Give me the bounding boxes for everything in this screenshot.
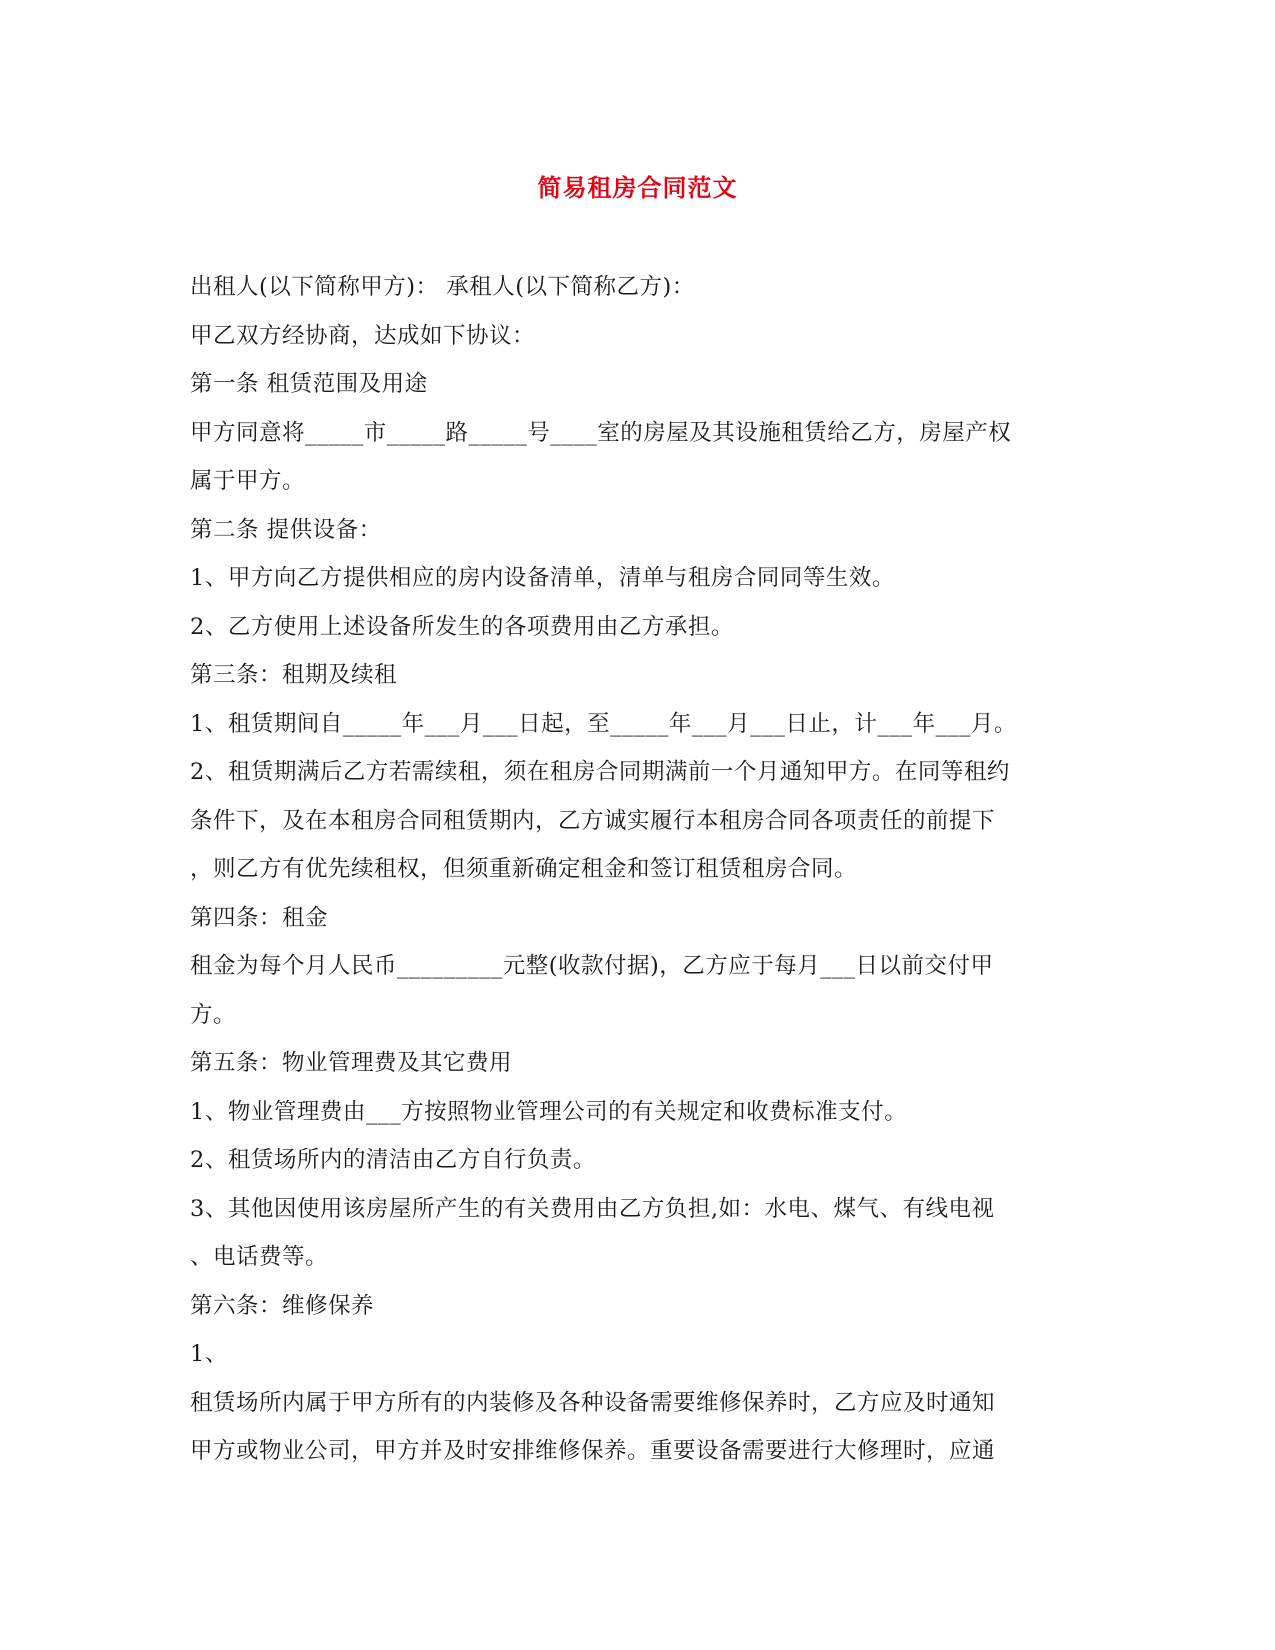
paragraph-line: 2、租赁场所内的清洁由乙方自行负责。 <box>190 1147 596 1173</box>
paragraph-line: 3、其他因使用该房屋所产生的有关费用由乙方负担,如：水电、煤气、有线电视 <box>190 1195 995 1222</box>
paragraph-line: 、电话费等。 <box>190 1244 329 1270</box>
paragraph-line: 租金为每个月人民币_________元整(收款付据)，乙方应于每月___日以前交付甲 <box>190 953 994 979</box>
paragraph-line: 1、 <box>190 1341 228 1367</box>
paragraph-line: 租赁场所内属于甲方所有的内装修及各种设备需要维修保养时，乙方应及时通知 <box>190 1389 996 1416</box>
paragraph-line: 1、租赁期间自_____年___月___日起，至_____年___月___日止，计___年___月。 <box>190 710 1017 737</box>
paragraph-line: 出租人(以下简称甲方)： 承租人(以下简称乙方)： <box>190 274 695 300</box>
paragraph-line: 甲乙双方经协商，达成如下协议： <box>190 322 536 349</box>
paragraph-line: 甲方同意将_____市_____路_____号____室的房屋及其设施租赁给乙方，房屋产权 <box>190 419 1012 446</box>
document-title: 简易租房合同范文 <box>537 173 738 202</box>
paragraph-line: 甲方或物业公司，甲方并及时安排维修保养。重要设备需要进行大修理时，应通 <box>190 1438 996 1464</box>
paragraph-line: 条件下，及在本租房合同租赁期内，乙方诚实履行本租房合同各项责任的前提下 <box>190 807 996 834</box>
paragraph-line: 2、租赁期满后乙方若需续租，须在租房合同期满前一个月通知甲方。在同等租约 <box>190 759 1010 785</box>
paragraph-line: 方。 <box>190 1001 237 1028</box>
paragraph-line: ，则乙方有优先续租权，但须重新确定租金和签订租赁租房合同。 <box>190 856 858 882</box>
paragraph-line: 1、甲方向乙方提供相应的房内设备清单，清单与租房合同同等生效。 <box>190 565 895 591</box>
section-heading: 第五条：物业管理费及其它费用 <box>190 1050 513 1076</box>
section-heading: 第三条：租期及续租 <box>190 662 398 688</box>
section-heading: 第一条 租赁范围及用途 <box>190 371 428 397</box>
section-heading: 第二条 提供设备： <box>190 516 382 543</box>
document-body <box>190 263 1080 1476</box>
section-heading: 第四条：租金 <box>190 904 329 931</box>
paragraph-line: 属于甲方。 <box>190 468 306 494</box>
paragraph-line: 2、乙方使用上述设备所发生的各项费用由乙方承担。 <box>190 613 734 640</box>
paragraph-line: 1、物业管理费由___方按照物业管理公司的有关规定和收费标准支付。 <box>190 1098 908 1125</box>
section-heading: 第六条：维修保养 <box>190 1292 375 1319</box>
